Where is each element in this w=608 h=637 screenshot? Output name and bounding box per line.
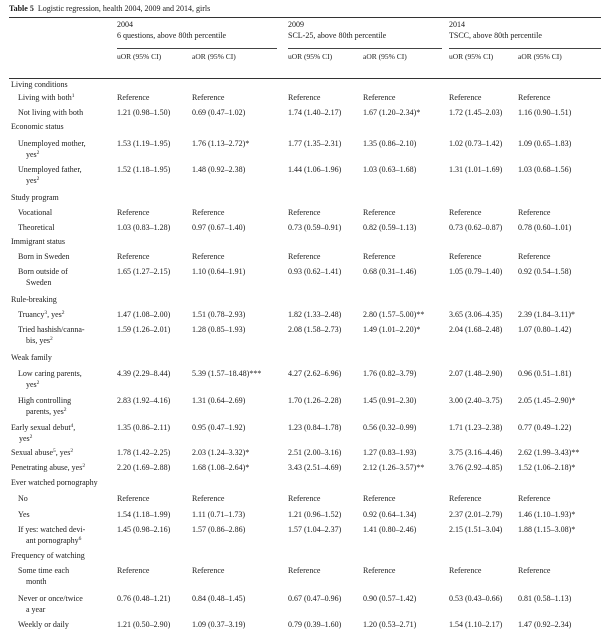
group-header-2009 (288, 19, 386, 41)
table-cell: Reference (449, 566, 482, 575)
table-cell: 1.02 (0.73–1.42) (449, 139, 503, 148)
table-cell: 0.73 (0.62–0.87) (449, 223, 503, 232)
row-label-line: Unemployed father, (18, 165, 82, 174)
table-cell: 1.28 (0.85–1.93) (192, 325, 246, 334)
row-label (18, 565, 110, 587)
row-label (18, 266, 110, 288)
row-label (18, 107, 110, 118)
table-cell: Reference (363, 566, 396, 575)
table-cell: 1.67 (1.20–2.34)* (363, 108, 421, 117)
table-cell: 1.72 (1.45–2.03) (449, 108, 503, 117)
table-cell: 1.77 (1.35–2.31) (288, 139, 342, 148)
top-rule (9, 17, 601, 18)
col-header-aor-2009: aOR (95% CI) (363, 52, 407, 61)
section-heading: Living conditions (11, 80, 68, 89)
table-cell: 2.15 (1.51–3.04) (449, 525, 503, 534)
table-cell: 0.90 (0.57–1.42) (363, 594, 417, 603)
table-cell: 1.03 (0.83–1.28) (117, 223, 171, 232)
table-cell: 1.16 (0.90–1.51) (518, 108, 572, 117)
row-label-line: No (18, 494, 28, 503)
table-cell: 1.52 (1.06–2.18)* (518, 463, 576, 472)
table-number: Table 5 (9, 4, 34, 13)
table-cell: 0.76 (0.48–1.21) (117, 594, 171, 603)
group-subtitle: SCL-25, above 80th percentile (288, 31, 387, 40)
row-label (18, 138, 110, 160)
group-rule-2014 (449, 48, 601, 49)
table-cell: Reference (192, 252, 225, 261)
table-cell: 1.47 (1.08–2.00) (117, 310, 171, 319)
table-cell: 0.93 (0.62–1.41) (288, 267, 342, 276)
table-cell: 0.77 (0.49–1.22) (518, 423, 572, 432)
row-label (18, 324, 110, 346)
table-cell: 1.59 (1.26–2.01) (117, 325, 171, 334)
group-year: 2004 (117, 20, 133, 29)
row-label-line: Living with both$^1$ (18, 93, 75, 102)
table-cell: 2.62 (1.99–3.43)** (518, 448, 580, 457)
table-cell: 0.79 (0.39–1.60) (288, 620, 342, 629)
row-label-line: ant pornography$^6$ (26, 536, 82, 545)
table-cell: 1.54 (1.10–2.17) (449, 620, 503, 629)
table-cell: Reference (288, 252, 321, 261)
table-cell: Reference (449, 93, 482, 102)
table-cell: 2.12 (1.26–3.57)** (363, 463, 425, 472)
table-cell: 0.92 (0.64–1.34) (363, 510, 417, 519)
table-cell: 1.31 (1.01–1.69) (449, 165, 503, 174)
row-label-line: Weekly or daily (18, 620, 69, 629)
table-cell: Reference (117, 566, 150, 575)
row-label-line: Born outside of (18, 267, 68, 276)
row-label-line: Early sexual debut$^4$, (11, 423, 76, 432)
table-cell: Reference (363, 494, 396, 503)
table-cell: 1.78 (1.42–2.25) (117, 448, 171, 457)
col-header-uor-2009: uOR (95% CI) (288, 52, 333, 61)
table-cell: Reference (518, 208, 551, 217)
table-cell: Reference (518, 93, 551, 102)
row-label (18, 368, 110, 390)
table-cell: 1.53 (1.19–1.95) (117, 139, 171, 148)
table-cell: 1.11 (0.71–1.73) (192, 510, 246, 519)
table-cell: 1.57 (0.86–2.86) (192, 525, 246, 534)
table-cell: Reference (117, 208, 150, 217)
table-cell: 1.21 (0.96–1.52) (288, 510, 342, 519)
table-cell: 1.10 (0.64–1.91) (192, 267, 246, 276)
table-cell: 1.45 (0.91–2.30) (363, 396, 417, 405)
table-cell: 3.76 (2.92–4.85) (449, 463, 503, 472)
row-label (11, 422, 111, 444)
group-subtitle: 6 questions, above 80th percentile (117, 31, 227, 40)
group-year: 2009 (288, 20, 304, 29)
table-cell: 1.35 (0.86–2.10) (363, 139, 417, 148)
row-label-line: Yes (18, 510, 30, 519)
table-cell: 1.88 (1.15–3.08)* (518, 525, 576, 534)
table-cell: 0.56 (0.32–0.99) (363, 423, 417, 432)
table-cell: 0.84 (0.48–1.45) (192, 594, 246, 603)
table-cell: 2.51 (2.00–3.16) (288, 448, 342, 457)
col-header-uor-2004: uOR (95% CI) (117, 52, 162, 61)
table-cell: 2.39 (1.84–3.11)* (518, 310, 576, 319)
row-label-line: Penetrating abuse, yes$^2$ (11, 463, 86, 472)
table-cell: 1.44 (1.06–1.96) (288, 165, 342, 174)
table-cell: Reference (288, 566, 321, 575)
table-cell: 1.21 (0.98–1.50) (117, 108, 171, 117)
table-cell: 1.47 (0.92–2.34) (518, 620, 572, 629)
table-cell: 0.78 (0.60–1.01) (518, 223, 572, 232)
table-cell: 0.73 (0.59–0.91) (288, 223, 342, 232)
section-heading: Economic status (11, 122, 64, 131)
table-cell: Reference (518, 252, 551, 261)
table-cell: 1.54 (1.18–1.99) (117, 510, 171, 519)
row-label-line: Vocational (18, 208, 53, 217)
table-cell: 1.23 (0.84–1.78) (288, 423, 342, 432)
table-cell: 1.03 (0.63–1.68) (363, 165, 417, 174)
table-cell: 0.69 (0.47–1.02) (192, 108, 246, 117)
row-label-line: bis, yes$^2$ (26, 336, 53, 345)
table-cell: 1.05 (0.79–1.40) (449, 267, 503, 276)
table-cell: 2.03 (1.24–3.32)* (192, 448, 250, 457)
row-label-line: Never or once/twice (18, 594, 83, 603)
table-cell: 4.39 (2.29–8.44) (117, 369, 171, 378)
table-cell: 1.51 (0.78–2.93) (192, 310, 246, 319)
group-rule-2009 (288, 48, 442, 49)
table-cell: 1.82 (1.33–2.48) (288, 310, 342, 319)
row-label-line: Sexual abuse$^5$, yes$^2$ (11, 448, 74, 457)
row-label-line: Some time each (18, 566, 70, 575)
row-label-line: Born in Sweden (18, 252, 70, 261)
table-cell: 2.80 (1.57–5.00)** (363, 310, 425, 319)
table-cell: 2.05 (1.45–2.90)* (518, 396, 576, 405)
row-label (18, 493, 110, 504)
group-year: 2014 (449, 20, 465, 29)
table-cell: 2.83 (1.92–4.16) (117, 396, 171, 405)
table-cell: 0.92 (0.54–1.58) (518, 267, 572, 276)
row-label (11, 462, 111, 473)
table-cell: 5.39 (1.57–18.48)*** (192, 369, 262, 378)
table-cell: 2.04 (1.68–2.48) (449, 325, 503, 334)
header-rule (9, 78, 601, 79)
table-cell: 1.27 (0.83–1.93) (363, 448, 417, 457)
row-label (18, 524, 110, 546)
table-cell: 0.96 (0.51–1.81) (518, 369, 572, 378)
row-label (18, 164, 110, 186)
table-cell: Reference (117, 93, 150, 102)
table-cell: Reference (192, 93, 225, 102)
table-cell: Reference (288, 208, 321, 217)
table-cell: 3.00 (2.40–3.75) (449, 396, 503, 405)
table-cell: 1.31 (0.64–2.69) (192, 396, 246, 405)
table-cell: Reference (192, 566, 225, 575)
section-heading: Ever watched pornography (11, 478, 98, 487)
section-heading: Study program (11, 193, 59, 202)
row-label-line: High controlling (18, 396, 72, 405)
table-cell: 1.09 (0.37–3.19) (192, 620, 246, 629)
table-cell: 0.82 (0.59–1.13) (363, 223, 417, 232)
table-cell: 1.45 (0.98–2.16) (117, 525, 171, 534)
table-cell: Reference (363, 208, 396, 217)
table-cell: Reference (363, 252, 396, 261)
table-cell: 4.27 (2.62–6.96) (288, 369, 342, 378)
table-cell: 1.07 (0.80–1.42) (518, 325, 572, 334)
row-label-line: parents, yes$^2$ (26, 407, 67, 416)
table-cell: Reference (117, 252, 150, 261)
row-label-line: yes$^2$ (26, 176, 40, 185)
table-cell: 1.41 (0.80–2.46) (363, 525, 417, 534)
table-cell: Reference (518, 494, 551, 503)
table-cell: 0.53 (0.43–0.66) (449, 594, 503, 603)
table-cell: 1.76 (0.82–3.79) (363, 369, 417, 378)
row-label (18, 509, 110, 520)
table-cell: 0.81 (0.58–1.13) (518, 594, 572, 603)
table-cell: Reference (449, 252, 482, 261)
table-cell: 1.68 (1.08–2.64)* (192, 463, 250, 472)
col-header-aor-2004: aOR (95% CI) (192, 52, 236, 61)
row-label-line: Tried hashish/canna- (18, 325, 85, 334)
row-label (11, 447, 111, 458)
table-cell: 1.21 (0.50–2.90) (117, 620, 171, 629)
row-label (18, 207, 110, 218)
group-header-2014 (449, 19, 542, 41)
table-cell: Reference (449, 208, 482, 217)
row-label-line: a year (26, 605, 46, 614)
table-cell: 1.20 (0.53–2.71) (363, 620, 417, 629)
section-heading: Immigrant status (11, 237, 65, 246)
table-cell: Reference (288, 93, 321, 102)
col-header-uor-2014: uOR (95% CI) (449, 52, 494, 61)
table-caption (9, 4, 210, 13)
row-label (18, 222, 110, 233)
section-heading: Rule-breaking (11, 295, 57, 304)
row-label-line: If yes: watched devi- (18, 525, 86, 534)
table-cell: 3.65 (3.06–4.35) (449, 310, 503, 319)
table-cell: Reference (288, 494, 321, 503)
row-label-line: month (26, 577, 47, 586)
table-cell: Reference (117, 494, 150, 503)
table-cell: 1.57 (1.04–2.37) (288, 525, 342, 534)
table-cell: 1.74 (1.40–2.17) (288, 108, 342, 117)
table-cell: Reference (518, 566, 551, 575)
row-label-line: yes$^2$ (19, 434, 33, 443)
table-cell: 1.76 (1.13–2.72)* (192, 139, 250, 148)
table-cell: 1.71 (1.23–2.38) (449, 423, 503, 432)
table-cell: 1.48 (0.92–2.38) (192, 165, 246, 174)
table-cell: Reference (192, 208, 225, 217)
table-cell: 2.08 (1.58–2.73) (288, 325, 342, 334)
row-label (18, 309, 110, 320)
table-cell: 3.43 (2.51–4.69) (288, 463, 342, 472)
table-cell: 1.52 (1.18–1.95) (117, 165, 171, 174)
table-cell: 1.03 (0.68–1.56) (518, 165, 572, 174)
row-label (18, 395, 110, 417)
group-subtitle: TSCC, above 80th percentile (449, 31, 542, 40)
table-cell: 1.70 (1.26–2.28) (288, 396, 342, 405)
table-cell: Reference (449, 494, 482, 503)
group-header-2004 (117, 19, 226, 41)
row-label-line: yes$^2$ (26, 150, 40, 159)
row-label (18, 593, 110, 615)
row-label-line: Low caring parents, (18, 369, 82, 378)
table-cell: 1.09 (0.65–1.83) (518, 139, 572, 148)
row-label-line: Sweden (26, 278, 52, 287)
table-title: Logistic regression, health 2004, 2009 and 2014, girls (37, 4, 211, 13)
row-label (18, 92, 110, 103)
table-cell: 0.97 (0.67–1.40) (192, 223, 246, 232)
table-cell: Reference (363, 93, 396, 102)
table-cell: 2.37 (2.01–2.79) (449, 510, 503, 519)
group-rule-2004 (117, 48, 277, 49)
row-label-line: yes$^2$ (26, 380, 40, 389)
section-heading: Frequency of watching (11, 551, 85, 560)
row-label-line: Not living with both (18, 108, 84, 117)
table-cell: 0.67 (0.47–0.96) (288, 594, 342, 603)
row-label (18, 251, 110, 262)
table-cell: 1.49 (1.01–2.20)* (363, 325, 421, 334)
section-heading: Weak family (11, 353, 52, 362)
table-cell: 2.20 (1.69–2.88) (117, 463, 171, 472)
row-label-line: Theoretical (18, 223, 55, 232)
table-cell: 3.75 (3.16–4.46) (449, 448, 503, 457)
row-label-line: Truancy$^3$, yes$^2$ (18, 310, 65, 319)
row-label-line: Unemployed mother, (18, 139, 86, 148)
row-label (18, 619, 110, 630)
table-cell: 1.65 (1.27–2.15) (117, 267, 171, 276)
table-cell: 1.46 (1.10–1.93)* (518, 510, 576, 519)
table-cell: 2.07 (1.48–2.90) (449, 369, 503, 378)
table-cell: Reference (192, 494, 225, 503)
table-cell: 0.68 (0.31–1.46) (363, 267, 417, 276)
col-header-aor-2014: aOR (95% CI) (518, 52, 562, 61)
table-cell: 0.95 (0.47–1.92) (192, 423, 246, 432)
table-cell: 1.35 (0.86–2.11) (117, 423, 171, 432)
